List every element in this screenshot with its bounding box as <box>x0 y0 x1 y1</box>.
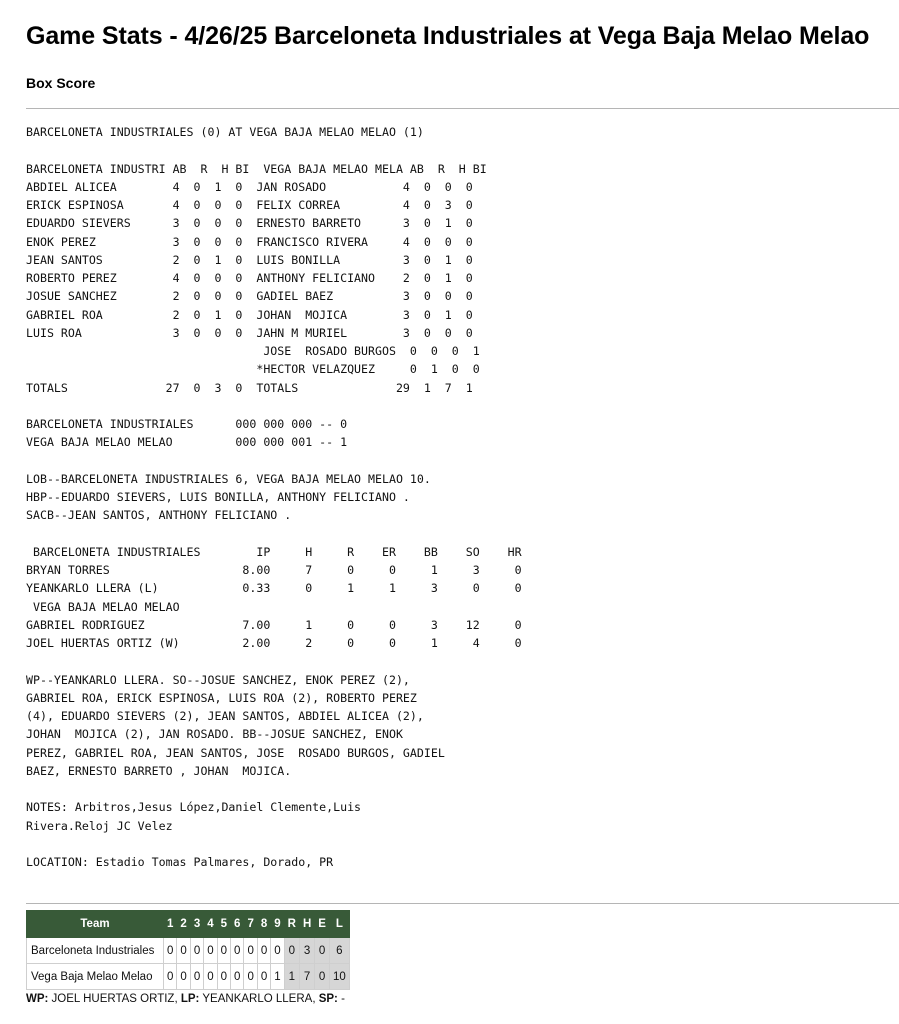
line-score-header-row <box>27 911 350 938</box>
table-row <box>27 938 350 964</box>
header-inning-3: 3 <box>190 911 203 938</box>
page-title: Game Stats - 4/26/25 Barceloneta Industriales at Vega Baja Melao Melao <box>26 22 870 50</box>
inning-cell: 0 <box>190 938 203 964</box>
header-inning-1: 1 <box>164 911 177 938</box>
inning-cell: 0 <box>164 964 177 990</box>
sp-label: SP: <box>318 993 338 1005</box>
inning-cell: 0 <box>257 938 270 964</box>
line-score-table <box>26 910 350 990</box>
header-inning-6: 6 <box>231 911 244 938</box>
inning-cell: 1 <box>271 964 284 990</box>
header-lob: L <box>329 911 349 938</box>
inning-cell: 0 <box>257 964 270 990</box>
inning-cell: 0 <box>231 964 244 990</box>
inning-cell: 0 <box>231 938 244 964</box>
header-inning-5: 5 <box>217 911 230 938</box>
inning-cell: 0 <box>217 964 230 990</box>
runs-total: 0 <box>284 938 299 964</box>
team-name: Barceloneta Industriales <box>27 938 164 964</box>
box-score-text: BARCELONETA INDUSTRIALES (0) AT VEGA BAJA MELAO MELAO (1) BARCELONETA INDUSTRI AB R H BI VEGA BAJA MELAO MELA AB R H BI ABDIEL ALICEA 4 0 1 0 JAN ROSADO 4 0 0 0 ERICK ESPINOSA 4 0 0 0 FELIX CORREA 4 0 3 0 EDUARDO SIEVERS 3 0 0 0 ERNESTO BARRETO 3 0 1 0 ENOK PEREZ 3 0 0 0 FRANCISCO RIVERA 4 0 0 0 JEAN SANTOS 2 0 1 0 LUIS BONILLA 3 0 1 0 ROBERTO PEREZ 4 0 0 0 ANTHONY FELICIANO 2 0 1 0 JOSUE SANCHEZ 2 0 0 0 GADIEL BAEZ 3 0 0 0 GABRIEL ROA 2 0 1 0 JOHAN MOJICA 3 0 1 0 LUIS ROA 3 0 0 0 JAHN M MURIEL 3 0 0 0 JOSE ROSADO BURGOS 0 0 0 1 *HECTOR VELAZQUEZ 0 1 0 0 TOTALS 27 0 3 0 TOTALS 29 1 7 1 BARCELONETA INDUSTRIALES 000 000 000 -- 0 VEGA BAJA MELAO MELAO 000 000 001 -- 1 LOB--BARCELONETA INDUSTRIALES 6, VEGA BAJA MELAO MELAO 10. HBP--EDUARDO SIEVERS, LUIS BONILLA, ANTHONY FELICIANO . SACB--JEAN SANTOS, ANTHONY FELICIANO . BARCELONETA INDUSTRIALES IP H R ER BB SO HR BRYAN TORRES 8.00 7 0 0 1 3 0 YEANKARLO LLERA (L) 0.33 0 1 1 3 0 0 VEGA BAJA MELAO MELAO GABRIEL RODRIGUEZ 7.00 1 0 0 3 12 0 JOEL HUERTAS ORTIZ (W) 2.00 2 0 0 1 4 0 WP--YEANKARLO LLERA. SO--JOSUE SANCHEZ, ENOK PEREZ (2), GABRIEL ROA, ERICK ESPINOSA, LUIS ROA (2), ROBERTO PEREZ (4), EDUARDO SIEVERS (2), JEAN SANTOS, ABDIEL ALICEA (2), JOHAN MOJICA (2), JAN ROSADO. BB--JOSUE SANCHEZ, ENOK PEREZ, GABRIEL ROA, JEAN SANTOS, JOSE ROSADO BURGOS, GADIEL BAEZ, ERNESTO BARRETO , JOHAN MOJICA. NOTES: Arbitros,Jesus López,Daniel Clemente,Luis Rivera.Reloj JC Velez LOCATION: Estadio Tomas Palmares, Dorado, PR <box>26 125 522 869</box>
header-inning-8: 8 <box>257 911 270 938</box>
header-hits: H <box>299 911 314 938</box>
runs-total: 1 <box>284 964 299 990</box>
inning-cell: 0 <box>217 938 230 964</box>
inning-cell: 0 <box>190 964 203 990</box>
inning-cell: 0 <box>244 938 257 964</box>
divider-top <box>26 108 899 109</box>
inning-cell: 0 <box>164 938 177 964</box>
wp-label: WP: <box>26 993 49 1005</box>
header-team: Team <box>27 911 164 938</box>
inning-cell: 0 <box>177 938 190 964</box>
lob-total: 10 <box>329 964 349 990</box>
lob-total: 6 <box>329 938 349 964</box>
table-row <box>27 964 350 990</box>
wp-value: JOEL HUERTAS ORTIZ, <box>48 993 181 1005</box>
inning-cell: 0 <box>177 964 190 990</box>
hits-total: 7 <box>299 964 314 990</box>
inning-cell: 0 <box>244 964 257 990</box>
inning-cell: 0 <box>271 938 284 964</box>
header-runs: R <box>284 911 299 938</box>
header-inning-4: 4 <box>204 911 217 938</box>
inning-cell: 0 <box>204 938 217 964</box>
errors-total: 0 <box>315 938 330 964</box>
header-inning-7: 7 <box>244 911 257 938</box>
errors-total: 0 <box>315 964 330 990</box>
lp-label: LP: <box>180 993 200 1005</box>
pitcher-decisions <box>26 993 345 1005</box>
divider-bottom <box>26 903 899 904</box>
header-inning-9: 9 <box>271 911 284 938</box>
sp-value: - <box>337 993 345 1005</box>
hits-total: 3 <box>299 938 314 964</box>
box-score-heading: Box Score <box>26 75 96 91</box>
team-name: Vega Baja Melao Melao <box>27 964 164 990</box>
lp-value: YEANKARLO LLERA, <box>199 993 319 1005</box>
header-errors: E <box>315 911 330 938</box>
inning-cell: 0 <box>204 964 217 990</box>
header-inning-2: 2 <box>177 911 190 938</box>
